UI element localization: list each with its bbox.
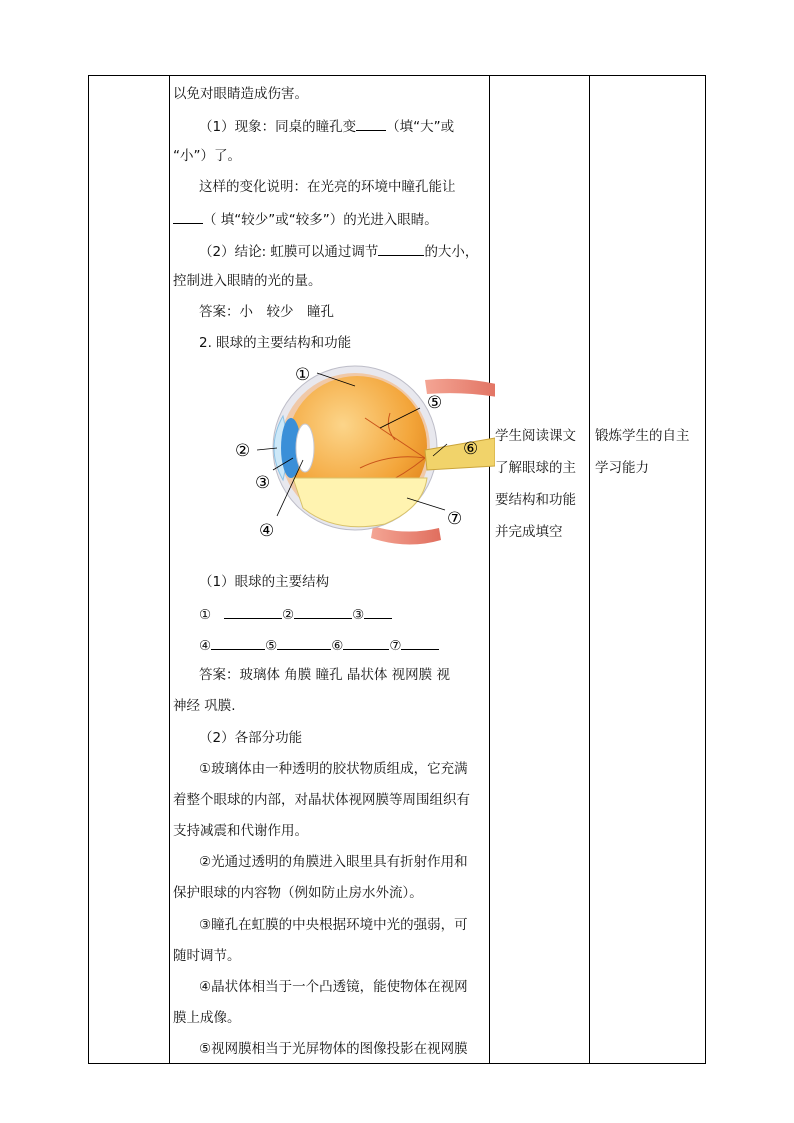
- text-line: 保护眼球的内容物（例如防止房水外流）。: [173, 885, 423, 901]
- answer-2: 答案：玻璃体 角膜 瞳孔 晶状体 视网膜 视: [199, 667, 450, 683]
- text-line: 以免对眼睛造成伤害。: [173, 86, 308, 102]
- text-line: ②光通过透明的角膜进入眼里具有折射作用和: [199, 854, 468, 870]
- text-line: ④晶状体相当于一个凸透镜，能使物体在视网: [199, 979, 468, 995]
- diagram-label: ⑥: [463, 439, 479, 459]
- conclusion: （2）结论: 虹膜可以通过调节 的大小，: [199, 241, 478, 261]
- text-line: ⑤视网膜相当于光屏物体的图像投影在视网膜: [199, 1041, 468, 1057]
- text-line: 着整个眼球的内部，对晶状体视网膜等周围组织有: [173, 792, 470, 808]
- section-heading: 2. 眼球的主要结构和功能: [199, 335, 352, 351]
- fill-blank: [224, 604, 282, 619]
- question-2: （ 填“较少”或“较多”）的光进入眼睛。: [173, 209, 438, 229]
- structure-blanks-row-1: ① ② ③: [199, 604, 392, 624]
- fill-blank: [294, 604, 352, 619]
- teaching-content-cell: [169, 76, 569, 1063]
- fill-blank: [378, 241, 424, 256]
- text-line: “小”）了。: [173, 148, 241, 164]
- eyeball-diagram: [195, 358, 495, 553]
- text-line: 膜上成像。: [173, 1010, 241, 1026]
- text-line: 控制进入眼睛的光的量。: [173, 273, 322, 289]
- question-1: （1）现象：同桌的瞳孔变 （填“大”或: [199, 116, 454, 136]
- answer-1: 答案：小 较少 瞳孔: [199, 304, 334, 320]
- structure-blanks-row-2: ④ ⑤ ⑥ ⑦: [199, 635, 439, 655]
- text-line: 随时调节。: [173, 948, 241, 964]
- design-intent-cell: 锻炼学生的自主 学习能力: [595, 428, 690, 476]
- subheading: （2）各部分功能: [199, 730, 303, 746]
- diagram-label: ②: [235, 441, 251, 461]
- cutaway-shape: [293, 478, 427, 527]
- muscle-shape: [371, 526, 441, 545]
- text-line: ①玻璃体由一种透明的胶状物质组成，它充满: [199, 761, 468, 777]
- text-line: 支持减震和代谢作用。: [173, 823, 308, 839]
- fill-blank: [277, 635, 331, 650]
- diagram-label: ①: [295, 365, 311, 385]
- student-activity-cell: 学生阅读课文 了解眼球的主 要结构和功能 并完成填空: [495, 428, 576, 540]
- diagram-label: ⑦: [447, 509, 463, 529]
- subheading: （1）眼球的主要结构: [199, 574, 330, 590]
- column-divider: [589, 76, 590, 1063]
- lens-shape: [296, 424, 314, 472]
- text-line: ③瞳孔在虹膜的中央根据环境中光的强弱，可: [199, 917, 468, 933]
- text-line: 这样的变化说明：在光亮的环境中瞳孔能让: [199, 179, 456, 195]
- fill-blank: [173, 209, 203, 224]
- diagram-label: ③: [255, 473, 271, 493]
- fill-blank: [211, 635, 265, 650]
- fill-blank: [356, 116, 386, 131]
- fill-blank: [364, 604, 392, 619]
- diagram-label: ④: [259, 521, 275, 541]
- fill-blank: [401, 635, 439, 650]
- lesson-table: [88, 75, 706, 1064]
- diagram-label: ⑤: [427, 393, 443, 413]
- text-line: 神经 巩膜.: [173, 698, 236, 714]
- fill-blank: [343, 635, 389, 650]
